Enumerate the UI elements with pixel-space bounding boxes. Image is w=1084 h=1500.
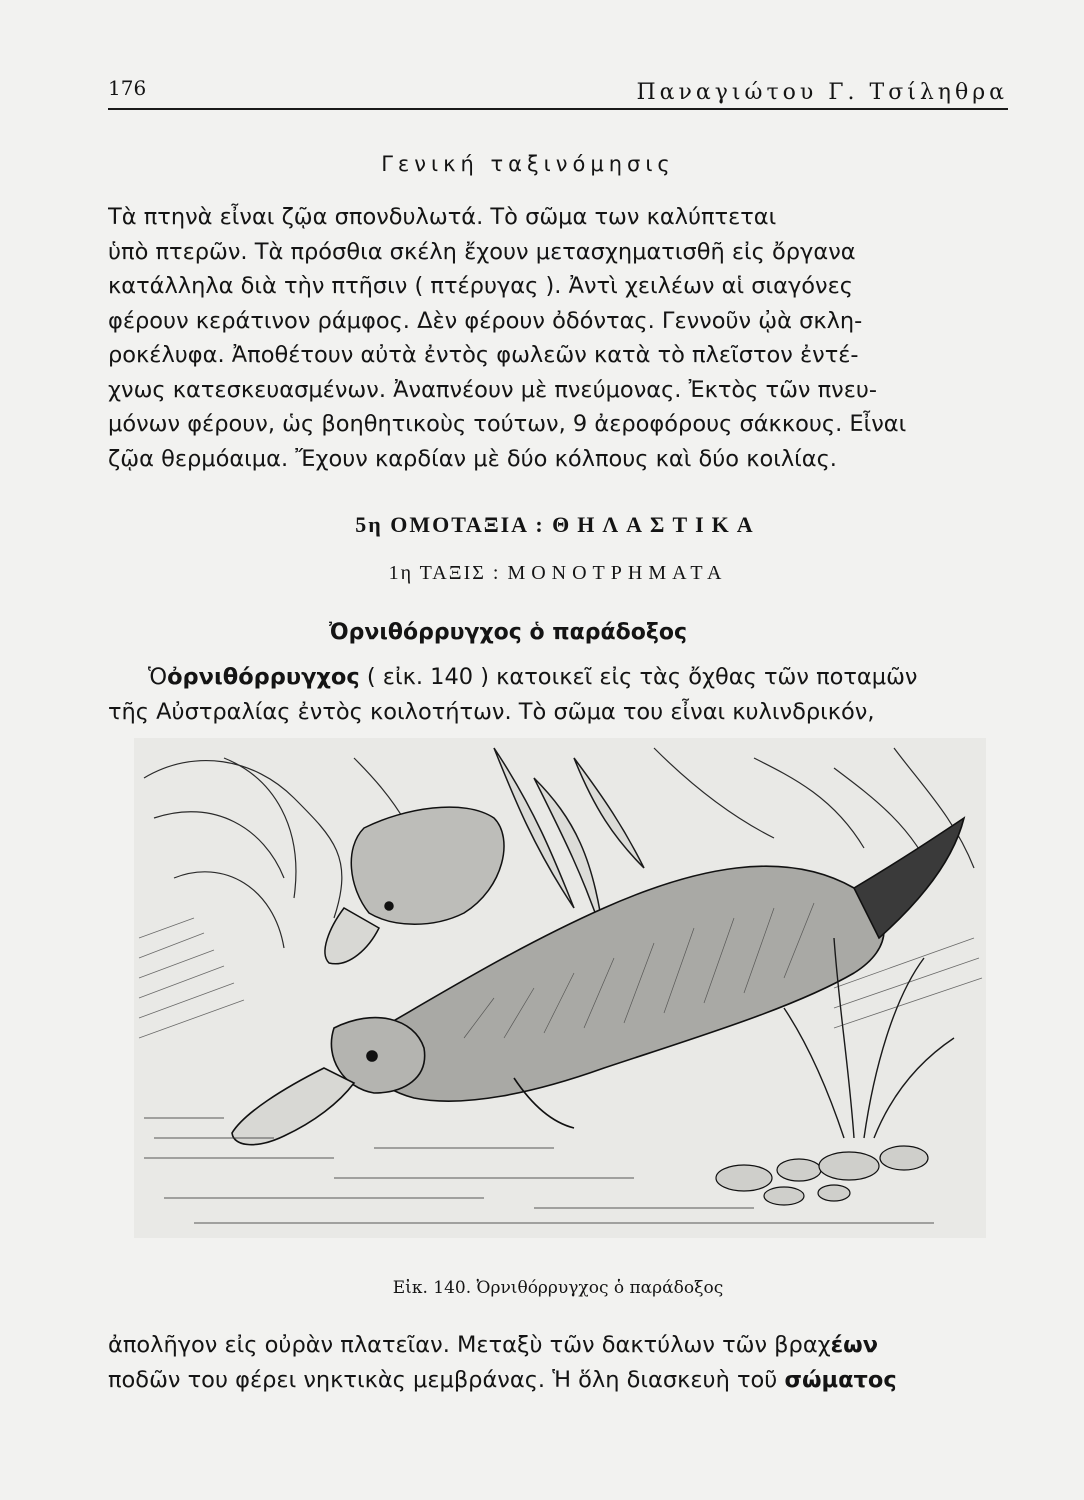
bold-fragment: έων: [830, 1332, 879, 1358]
paragraph-line: ροκέλυφα. Ἀποθέτουν αὐτὰ ἐντὸς φωλεῶν κατὰ τὸ πλεῖστον ἐντέ-: [108, 342, 859, 368]
page-header: [108, 70, 1008, 120]
paragraph-line: Τὰ πτηνὰ εἶναι ζῷα σπονδυλωτά. Τὸ σῶμα των καλύπτεται: [108, 204, 777, 230]
section-title: Γενική ταξινόμησις: [381, 152, 675, 176]
order-heading-name: ΜΟΝΟΤΡΗΜΑΤΑ: [507, 562, 728, 584]
paragraph-line: τῆς Αὐστραλίας ἐντὸς κοιλοτήτων. Τὸ σῶμα του εἶναι κυλινδρικόν,: [108, 698, 875, 725]
paragraph-line: φέρουν κεράτινον ράμφος. Δὲν φέρουν ὀδόντας. Γεννοῦν ᾠὰ σκλη-: [108, 307, 863, 334]
platypus-illustration: [134, 738, 986, 1238]
class-heading-name: ΘΗΛΑΣΤΙΚΑ: [552, 512, 761, 537]
paragraph-line: κατάλληλα διὰ τὴν πτῆσιν ( πτέρυγας ). Ἀντὶ χειλέων αἱ σιαγόνες: [108, 273, 853, 299]
order-heading: [108, 562, 1008, 585]
running-head: Παναγιώτου Γ. Τσίληθρα: [636, 80, 1008, 105]
general-classification-paragraph: [108, 200, 1008, 476]
paragraph-line: [108, 1328, 1008, 1363]
line-text: ἀπολῆγον εἰς οὐρὰν πλατεῖαν. Μεταξὺ τῶν δακτύλων τῶν βραχ: [108, 1332, 831, 1358]
figure-caption: Εἰκ. 140. Ὀρνιθόρρυγχος ὁ παράδοξος: [392, 1278, 724, 1298]
page-number: 176: [108, 76, 147, 100]
line-rest-text: ( εἰκ. 140 ) κατοικεῖ εἰς τὰς ὄχθας τῶν ποταμῶν: [366, 664, 918, 690]
class-heading-prefix: 5η ΟΜΟΤΑΞΙΑ :: [355, 512, 545, 537]
species-heading: Ὀρνιθόρρυγχος ὁ παράδοξος: [328, 620, 688, 645]
bold-fragment: σώματος: [784, 1366, 897, 1393]
line-start-text: Ὁ: [148, 664, 168, 690]
paragraph-line: [108, 660, 1008, 695]
paragraph-line: μόνων φέρουν, ὡς βοηθητικοὺς τούτων, 9 ἀεροφόρους σάκκους. Εἶναι: [108, 411, 907, 437]
line-text: ποδῶν του φέρει νηκτικὰς μεμβράνας. Ἡ ὅλη διασκευὴ τοῦ: [108, 1366, 785, 1393]
class-heading: [108, 512, 1008, 538]
paragraph-line: [108, 1363, 1008, 1398]
bold-term: ὀρνιθόρρυγχος: [167, 664, 360, 690]
header-rule: [108, 108, 1008, 110]
paragraph-line: ζῷα θερμόαιμα. Ἔχουν καρδίαν μὲ δύο κόλπους καὶ δύο κοιλίας.: [108, 445, 837, 472]
order-heading-prefix: 1η ΤΑΞΙΣ :: [388, 562, 501, 584]
paragraph-line: ὑπὸ πτερῶν. Τὰ πρόσθια σκέλη ἔχουν μετασχηματισθῆ εἰς ὄργανα: [108, 238, 856, 265]
paragraph-line: χνως κατεσκευασμένων. Ἀναπνέουν μὲ πνεύμονας. Ἐκτὸς τῶν πνευ-: [108, 376, 878, 403]
continuation-paragraph: [108, 1328, 1008, 1397]
platypus-paragraph: [108, 660, 1008, 729]
